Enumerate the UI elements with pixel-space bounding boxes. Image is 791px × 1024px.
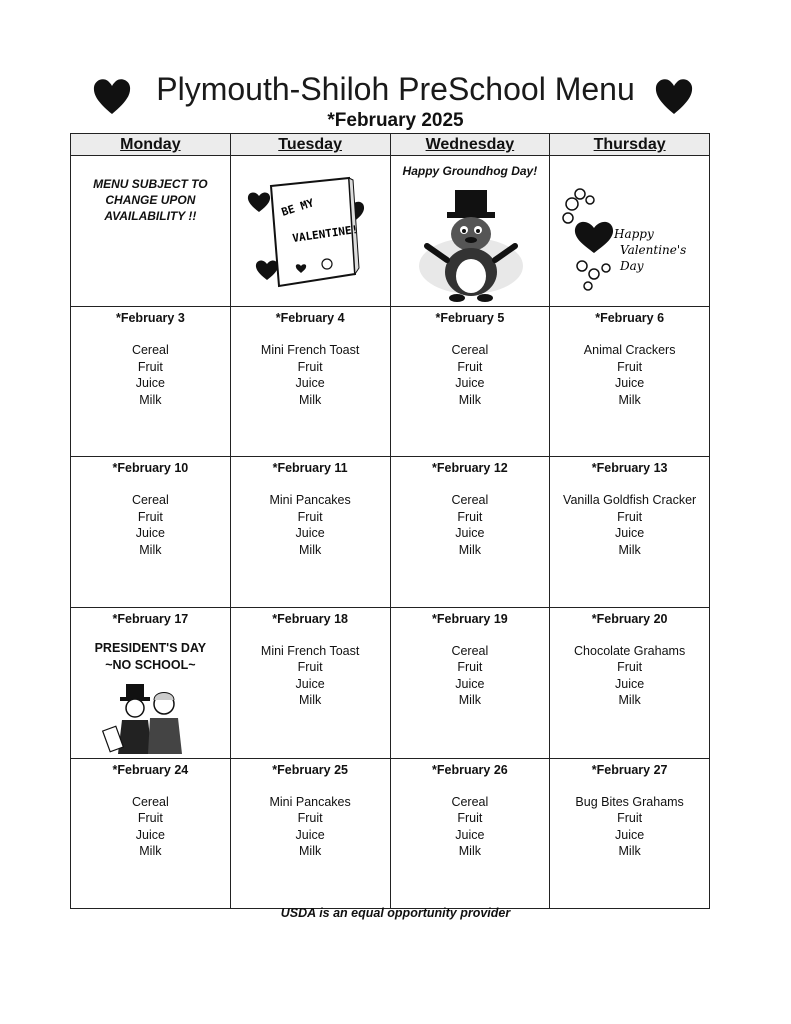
- valentine-card-icon: [231, 156, 389, 306]
- date-label: *February 18: [272, 611, 348, 626]
- menu-item: Fruit: [297, 359, 323, 374]
- date-label: *February 20: [591, 611, 668, 626]
- menu-item: Juice: [615, 526, 645, 541]
- menu-item: Fruit: [617, 509, 643, 524]
- menu-item: Juice: [615, 376, 645, 391]
- date-label: *February 25: [272, 762, 348, 777]
- menu-item: Cereal: [131, 343, 169, 358]
- menu-item: Cereal: [451, 643, 489, 658]
- date-label: *February 13: [591, 461, 668, 476]
- menu-item: Cereal: [131, 493, 169, 508]
- menu-item: Milk: [299, 392, 322, 407]
- menu-item: Fruit: [617, 811, 643, 826]
- menu-item: Fruit: [617, 359, 643, 374]
- menu-item: Fruit: [457, 509, 483, 524]
- menu-item: Milk: [139, 392, 162, 407]
- menu-item: Milk: [299, 542, 322, 557]
- valentines-day-cell: [550, 156, 710, 307]
- menu-item: Juice: [135, 376, 165, 391]
- menu-item: Juice: [615, 676, 645, 691]
- menu-item: Juice: [455, 376, 485, 391]
- date-label: *February 24: [112, 762, 189, 777]
- week-row: [71, 457, 710, 607]
- date-label: *February 17: [112, 611, 189, 626]
- card-text-2: VALENTINE!: [291, 222, 359, 245]
- menu-item: Milk: [618, 542, 641, 557]
- menu-item: Fruit: [137, 509, 163, 524]
- usda-footer: USDA is an equal opportunity provider: [280, 906, 511, 920]
- day-cell: [550, 307, 710, 457]
- date-label: *February 6: [595, 311, 665, 326]
- week-row: [71, 607, 710, 758]
- page-title: Plymouth-Shiloh PreSchool Menu: [156, 71, 635, 107]
- day-header-tuesday: Tuesday: [230, 134, 390, 156]
- menu-item: Juice: [455, 676, 485, 691]
- valentine-card-cell: [230, 156, 390, 307]
- day-header-monday: Monday: [71, 134, 231, 156]
- day-cell: [550, 758, 710, 908]
- groundhog-icon: [391, 156, 549, 306]
- month-subtitle: *February 2025: [327, 110, 464, 131]
- menu-item: Vanilla Goldfish Cracker: [563, 493, 697, 508]
- menu-item: Fruit: [297, 509, 323, 524]
- menu-item: Milk: [139, 542, 162, 557]
- menu-item: Fruit: [297, 811, 323, 826]
- day-cell: [230, 307, 390, 457]
- menu-item: Juice: [295, 526, 325, 541]
- menu-item: Fruit: [617, 660, 643, 675]
- menu-item: Milk: [618, 844, 641, 859]
- menu-item: Milk: [299, 693, 322, 708]
- menu-item: Milk: [618, 392, 641, 407]
- menu-item: Milk: [618, 693, 641, 708]
- menu-table: [70, 133, 710, 909]
- groundhog-day-text: Happy Groundhog Day!: [402, 164, 538, 179]
- menu-item: Mini Pancakes: [269, 493, 351, 508]
- date-label: *February 10: [112, 461, 189, 476]
- menu-item: Milk: [458, 693, 481, 708]
- menu-item: Cereal: [451, 343, 489, 358]
- date-label: *February 26: [432, 762, 508, 777]
- day-cell: [550, 607, 710, 758]
- menu-item: Milk: [458, 392, 481, 407]
- menu-item: Juice: [135, 827, 165, 842]
- date-label: *February 11: [272, 461, 348, 476]
- menu-item: Milk: [299, 844, 322, 859]
- menu-item: Fruit: [457, 359, 483, 374]
- day-header-wednesday: Wednesday: [390, 134, 550, 156]
- menu-item: Cereal: [451, 794, 489, 809]
- menu-item: Fruit: [137, 359, 163, 374]
- day-cell: [230, 607, 390, 758]
- menu-item: Fruit: [457, 660, 483, 675]
- menu-item: Animal Crackers: [583, 343, 676, 358]
- menu-item: Milk: [458, 844, 481, 859]
- menu-item: Fruit: [457, 811, 483, 826]
- day-cell: [390, 758, 550, 908]
- date-label: *February 4: [275, 311, 345, 326]
- menu-item: Bug Bites Grahams: [575, 794, 684, 809]
- day-cell: [230, 457, 390, 607]
- card-text-1: BE MY: [279, 196, 316, 219]
- menu-item: Cereal: [131, 794, 169, 809]
- menu-item: Mini French Toast: [260, 643, 360, 658]
- notice-cell: [71, 156, 231, 307]
- menu-item: Juice: [295, 827, 325, 842]
- menu-item: Juice: [615, 827, 645, 842]
- day-cell: [390, 607, 550, 758]
- valentines-day-icon: [550, 156, 708, 306]
- day-cell: [71, 457, 231, 607]
- presidents-icon: [100, 678, 200, 758]
- menu-item: Juice: [135, 526, 165, 541]
- day-cell: [230, 758, 390, 908]
- menu-item: Chocolate Grahams: [574, 643, 686, 658]
- menu-item: Mini French Toast: [260, 343, 360, 358]
- day-cell: [71, 758, 231, 908]
- valentines-text-3: Day: [620, 259, 644, 274]
- no-school-label: ~NO SCHOOL~: [105, 657, 196, 672]
- date-label: *February 5: [435, 311, 505, 326]
- date-label: *February 19: [432, 611, 508, 626]
- day-cell: [71, 607, 231, 758]
- menu-item: Juice: [455, 827, 485, 842]
- menu-item: Milk: [139, 844, 162, 859]
- menu-item: Fruit: [137, 811, 163, 826]
- groundhog-cell: [390, 156, 550, 307]
- menu-item: Juice: [455, 526, 485, 541]
- day-cell: [390, 457, 550, 607]
- date-label: *February 3: [115, 311, 185, 326]
- menu-item: Juice: [295, 376, 325, 391]
- menu-item: Milk: [458, 542, 481, 557]
- menu-notice: MENU SUBJECT TO CHANGE UPON AVAILABILITY !!: [93, 177, 208, 224]
- date-label: *February 12: [432, 461, 508, 476]
- menu-item: Cereal: [451, 493, 489, 508]
- valentines-text-1: Happy: [614, 227, 655, 242]
- day-cell: [550, 457, 710, 607]
- day-cell: [71, 307, 231, 457]
- valentines-text-2: Valentine's: [620, 243, 687, 258]
- menu-item: Juice: [295, 676, 325, 691]
- date-label: *February 27: [591, 762, 668, 777]
- holiday-label: PRESIDENT'S DAY: [94, 640, 207, 655]
- day-header-thursday: Thursday: [550, 134, 710, 156]
- menu-item: Fruit: [297, 660, 323, 675]
- menu-item: Mini Pancakes: [269, 794, 351, 809]
- week-row: [71, 758, 710, 908]
- day-cell: [390, 307, 550, 457]
- week-row: [71, 307, 710, 457]
